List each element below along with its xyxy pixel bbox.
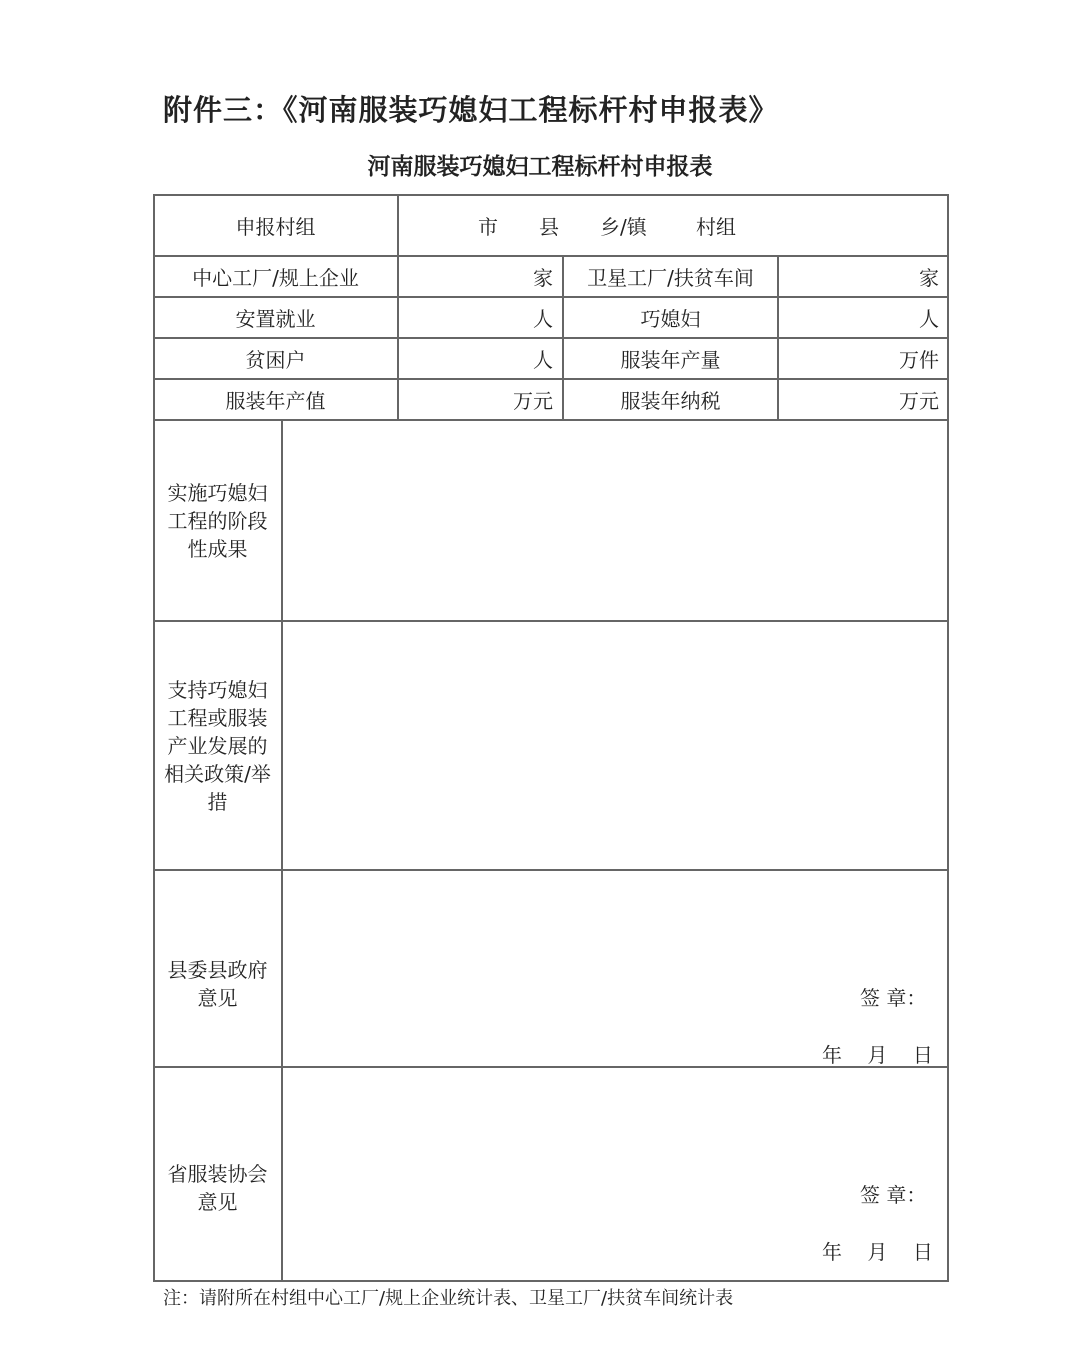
stat-label: 安置就业: [235, 307, 316, 331]
stat-label: 服装年产值: [225, 389, 326, 413]
form-title: 河南服装巧媳妇工程标杆村申报表: [367, 154, 713, 180]
stat-label: 巧媳妇: [640, 307, 701, 331]
stat-value-field[interactable]: 万元: [513, 389, 553, 413]
date-label: 年 月 日: [822, 1240, 933, 1264]
seal-label: 签 章：: [860, 986, 927, 1010]
stat-label: 服装年纳税: [620, 389, 721, 413]
section-label: 省服装协会意见: [167, 1162, 268, 1214]
stat-value-field[interactable]: 万元: [899, 389, 939, 413]
stat-value-field[interactable]: 人: [533, 307, 553, 331]
village-field[interactable]: 村组: [696, 214, 736, 239]
achievements-field[interactable]: [283, 421, 947, 620]
section-label: 实施巧媳妇工程的阶段性成果: [167, 481, 268, 561]
footnote: 注：请附所在村组中心工厂/规上企业统计表、卫星工厂/扶贫车间统计表: [163, 1288, 734, 1309]
section-label: 县委县政府意见: [167, 957, 268, 1010]
county-field[interactable]: 县: [539, 214, 559, 239]
stat-label: 卫星工厂/扶贫车间: [587, 266, 754, 290]
date-label: 年 月 日: [822, 1043, 933, 1067]
stat-label: 服装年产量: [620, 348, 721, 372]
stat-label: 中心工厂/规上企业: [192, 266, 359, 290]
stat-value-field[interactable]: 人: [919, 307, 939, 331]
city-field[interactable]: 市: [478, 214, 498, 239]
seal-label: 签 章：: [860, 1183, 927, 1207]
stat-value-field[interactable]: 家: [919, 266, 939, 290]
section-label: 支持巧媳妇工程或服装产业发展的相关政策/举措: [164, 678, 271, 814]
stat-value-field[interactable]: 人: [533, 348, 553, 372]
stat-label: 贫困户: [245, 348, 306, 372]
village-label: 申报村组: [235, 214, 316, 239]
stat-value-field[interactable]: 家: [533, 266, 553, 290]
county-opinion-field[interactable]: [283, 871, 947, 1066]
town-field[interactable]: 乡/镇: [600, 214, 647, 239]
stat-value-field[interactable]: 万件: [899, 348, 939, 372]
policies-field[interactable]: [283, 622, 947, 869]
attachment-heading: 附件三：《河南服装巧媳妇工程标杆村申报表》: [163, 93, 779, 127]
